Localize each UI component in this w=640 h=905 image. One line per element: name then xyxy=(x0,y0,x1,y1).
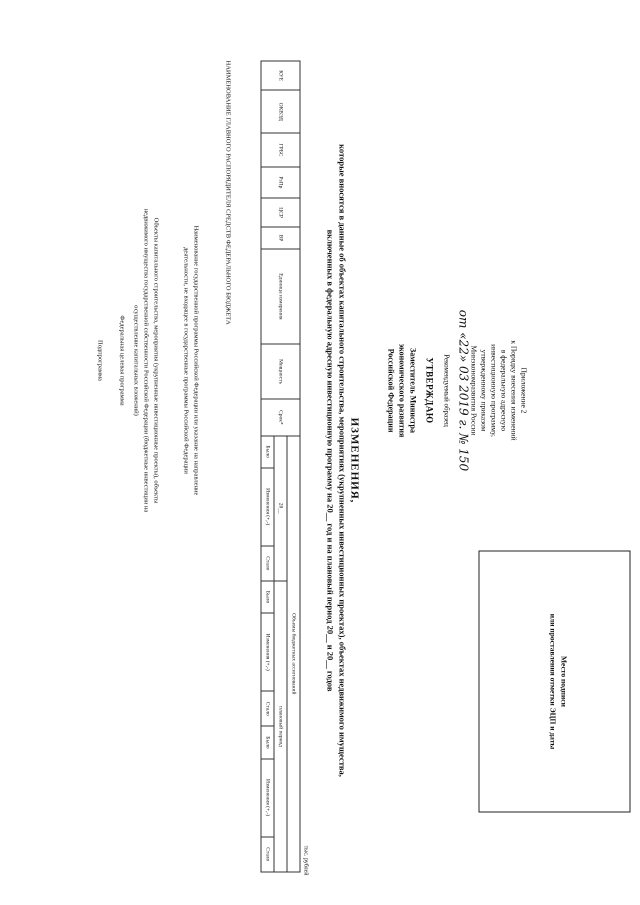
col-became: Стало xyxy=(261,836,274,871)
approval-line: утвержденному приказом xyxy=(479,349,488,431)
col-vr: ВР xyxy=(261,227,300,249)
approve-label: УТВЕРЖДАЮ xyxy=(424,356,434,424)
minister-line: Российской Федерации xyxy=(386,348,395,432)
col-term: Срок* xyxy=(261,399,300,435)
approval-line: Приложение 2 xyxy=(519,367,528,413)
col-change: Изменения (+,-) xyxy=(261,758,274,836)
approval-date: от «22» 03 2019 г. № 150 xyxy=(456,309,470,471)
col-was: Было xyxy=(261,435,274,467)
unit-label: тыс. рублей xyxy=(302,845,308,875)
group-header: Объемы бюджетных ассигнований xyxy=(287,435,300,871)
col-was: Было xyxy=(261,580,274,612)
row-objects-2: недвижимого имущества государственной собственности Российской Федерации (бюджетные инвестиции на xyxy=(142,208,149,512)
title-line: включенных в федеральную адресную инвестиционную программу на 20__ год и на плановый период 20__ и 20__ годов xyxy=(325,229,335,691)
col-kue: КУЕ xyxy=(261,61,300,90)
col-grbs: ГРБС xyxy=(261,133,300,166)
minister-title xyxy=(385,305,418,475)
col-rzpr: РзПр xyxy=(261,166,300,197)
col-became: Стало xyxy=(261,691,274,726)
row-program-2: деятельности, не входящее в государственные программы Российской Федерации xyxy=(182,246,189,474)
stamp-line: Место подписи xyxy=(559,655,568,707)
data-table xyxy=(260,60,300,872)
row-objects-3: осуществление капитальных вложений) xyxy=(132,304,139,416)
col-okved: ОКВЭД xyxy=(261,90,300,133)
row-objects-1: Объекты капитального строительства, мероприятия (укрупненные инвестиционные проекты), объекты xyxy=(152,217,159,503)
col-change: Изменения (+,-) xyxy=(261,467,274,545)
approval-line: Минэкономразвития России xyxy=(469,344,478,436)
approval-block xyxy=(458,305,528,475)
signature-stamp-box xyxy=(478,550,630,812)
approval-line: в федеральную адресную xyxy=(499,349,508,431)
col-became: Стало xyxy=(261,545,274,580)
row-sub: Подпрограмма xyxy=(96,339,103,381)
col-change: Изменения (+,-) xyxy=(261,613,274,691)
col-unit: Единица измерения xyxy=(261,248,300,343)
minister-line: Заместитель Министра xyxy=(408,347,417,433)
title-line: которые вносятся в данные об объектах капитального строительства, мероприятиях (укрупненных инвестиционных проектах), объектах недвижимого имущества, xyxy=(337,143,347,777)
row-target: Федеральная целевая программа xyxy=(118,314,125,406)
col-was: Было xyxy=(261,726,274,758)
approval-line: к Порядку внесения изменений xyxy=(509,339,518,441)
col-capacity: Мощность xyxy=(261,343,300,398)
row-main: НАИМЕНОВАНИЕ ГЛАВНОГО РАСПОРЯДИТЕЛЯ СРЕДСТВ ФЕДЕРАЛЬНОГО БЮДЖЕТА xyxy=(224,60,231,325)
recommended-sample: Рекомендуемый образец xyxy=(442,353,450,427)
col-csr: ЦСР xyxy=(261,198,300,227)
document-title xyxy=(324,60,360,860)
title-heading: ИЗМЕНЕНИЯ, xyxy=(348,417,360,503)
minister-line: экономического развития xyxy=(397,343,406,437)
approval-line: инвестиционную программу, xyxy=(489,343,498,437)
year-a: 20__ xyxy=(274,435,287,580)
plan-period: плановый период xyxy=(274,580,287,871)
stamp-line: или проставления отметки ЭЦП и даты xyxy=(548,613,557,749)
row-program-1: Наименование государственной программы Российской Федерации или указание на направление xyxy=(192,225,199,495)
